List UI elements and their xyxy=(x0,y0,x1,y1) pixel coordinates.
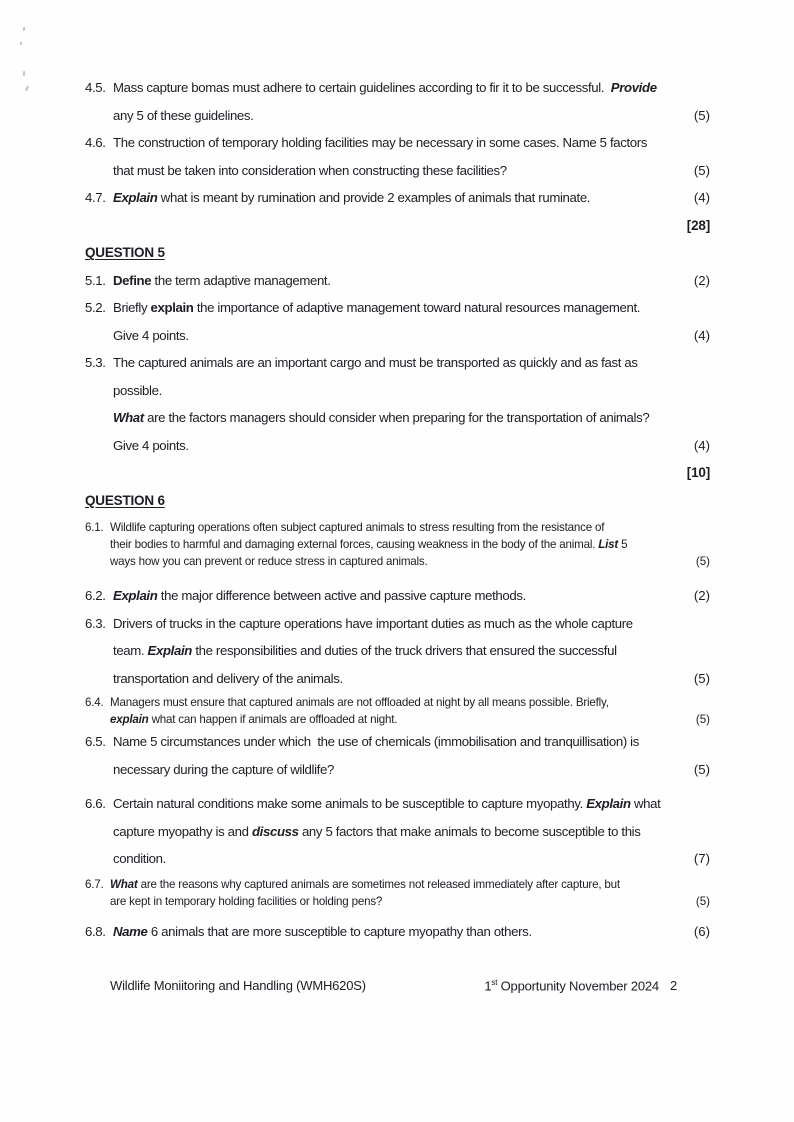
marks-value: (6) xyxy=(693,923,710,939)
footer-ordinal-suffix: st xyxy=(491,978,498,987)
scan-speck xyxy=(23,27,26,31)
question-line xyxy=(110,876,710,893)
question-text: are kept in temporary holding facilities or holding pens? xyxy=(110,894,383,908)
question-item-6.8 xyxy=(85,918,710,946)
question-text: necessary during the capture of wildlife? xyxy=(113,761,334,777)
question-line xyxy=(113,404,710,432)
question-line xyxy=(113,610,710,638)
question-text: capture myopathy is and discuss any 5 factors that make animals to become susceptible to this xyxy=(113,823,641,839)
page-number: 2 xyxy=(669,978,677,994)
question-text: Certain natural conditions make some animals to be susceptible to capture myopathy. Explain what xyxy=(113,796,661,811)
question-item-6.1 xyxy=(85,519,710,570)
marks-value: (4) xyxy=(693,190,710,205)
scan-speck xyxy=(20,42,23,45)
question-line xyxy=(113,349,710,377)
section-total-marks: [10] xyxy=(686,465,710,480)
question-line xyxy=(113,918,710,946)
marks-value: (5) xyxy=(695,555,710,568)
question-number: 5.3. xyxy=(85,355,106,370)
section-heading-text: QUESTION 5 xyxy=(85,245,165,260)
scan-speck xyxy=(23,71,25,76)
question-text: explain what can happen if animals are offloaded at night. xyxy=(110,713,398,726)
question-line xyxy=(113,377,710,405)
question-text: Explain the major difference between active and passive capture methods. xyxy=(113,588,526,603)
question-text: The captured animals are an important cargo and must be transported as quickly and as fast as xyxy=(113,355,638,370)
footer-opportunity-number: 1 xyxy=(484,978,492,994)
question-line xyxy=(110,553,710,570)
question-number: 5.1. xyxy=(85,272,106,288)
question-text: condition. xyxy=(113,851,166,866)
section-heading xyxy=(85,239,710,267)
question-text: possible. xyxy=(113,382,162,398)
question-item-5.2 xyxy=(85,294,710,349)
question-item-6.6 xyxy=(85,790,710,873)
question-line xyxy=(110,536,710,553)
question-text: that must be taken into consideration when constructing these facilities? xyxy=(113,162,507,178)
document-content xyxy=(85,74,710,945)
question-text: Drivers of trucks in the capture operations have important duties as much as the whole capture xyxy=(113,615,633,631)
footer-session-text: Opportunity November 2024 xyxy=(497,978,659,994)
question-number: 6.1. xyxy=(85,521,104,534)
question-number: 6.6. xyxy=(85,796,106,811)
question-number: 6.4. xyxy=(85,696,104,709)
question-line xyxy=(113,637,710,665)
question-line xyxy=(113,157,710,185)
question-item-4.5 xyxy=(85,74,710,129)
question-text: What are the reasons why captured animals are sometimes not released immediately after capture, but xyxy=(110,877,620,891)
question-text: Name 6 animals that are more susceptible to capture myopathy than others. xyxy=(113,923,532,939)
question-text: any 5 of these guidelines. xyxy=(113,107,254,123)
marks-value: (2) xyxy=(693,272,710,288)
question-text: The construction of temporary holding facilities may be necessary in some cases. Name 5 factors xyxy=(113,135,648,150)
question-text: team. Explain the responsibilities and duties of the truck drivers that ensured the successful xyxy=(113,643,617,658)
question-line xyxy=(113,74,710,102)
question-line xyxy=(113,129,710,157)
question-text: transportation and delivery of the animals. xyxy=(113,670,343,686)
question-number: 6.3. xyxy=(85,615,106,631)
question-line xyxy=(113,665,710,693)
question-text: ways how you can prevent or reduce stress in captured animals. xyxy=(110,555,428,568)
question-item-6.4 xyxy=(85,694,710,728)
question-text: their bodies to harmful and damaging external forces, causing weakness in the body of the animal. List 5 xyxy=(110,538,628,551)
marks-value: (4) xyxy=(693,327,710,343)
marks-value: (5) xyxy=(693,162,710,178)
scan-speck xyxy=(25,86,29,91)
question-line xyxy=(113,582,710,610)
question-line xyxy=(113,790,710,818)
question-text: What are the factors managers should consider when preparing for the transportation of animals? xyxy=(113,410,650,425)
marks-value: (2) xyxy=(693,588,710,603)
question-line xyxy=(110,893,710,910)
question-line xyxy=(113,102,710,130)
question-number: 5.2. xyxy=(85,300,106,315)
marks-value: (7) xyxy=(693,851,710,866)
question-item-5.3 xyxy=(85,349,710,459)
marks-value: (4) xyxy=(693,437,710,453)
question-text: Managers must ensure that captured animals are not offloaded at night by all means possible. Briefly, xyxy=(110,696,609,709)
question-number: 4.5. xyxy=(85,80,106,95)
question-number: 6.2. xyxy=(85,588,106,603)
page-footer xyxy=(85,974,710,995)
question-item-6.3 xyxy=(85,610,710,693)
question-item-4.6 xyxy=(85,129,710,184)
question-line xyxy=(113,322,710,350)
marks-value: (5) xyxy=(693,761,710,777)
question-item-6.7 xyxy=(85,876,710,910)
question-item-6.5 xyxy=(85,728,710,783)
question-number: 6.5. xyxy=(85,734,106,749)
question-line xyxy=(113,294,710,322)
section-heading-text: QUESTION 6 xyxy=(85,492,165,508)
question-number: 6.7. xyxy=(85,877,104,891)
question-line xyxy=(113,184,710,212)
question-line xyxy=(110,519,710,536)
footer-course-title: Wildlife Moniitoring and Handling (WMH620S) xyxy=(110,978,366,994)
question-text: Explain what is meant by rumination and provide 2 examples of animals that ruminate. xyxy=(113,190,591,205)
question-text: Give 4 points. xyxy=(113,437,189,453)
marks-value: (5) xyxy=(695,713,710,726)
question-number: 4.7. xyxy=(85,190,106,205)
question-line xyxy=(113,728,710,756)
question-text: Wildlife capturing operations often subject captured animals to stress resulting from the resistance of xyxy=(110,521,605,534)
question-text: Mass capture bomas must adhere to certain guidelines according to fir it to be successful. Provide xyxy=(113,80,657,95)
question-line xyxy=(113,267,710,295)
question-line xyxy=(113,432,710,460)
question-line xyxy=(113,818,710,846)
question-line xyxy=(113,756,710,784)
question-line xyxy=(110,694,710,711)
question-item-4.7 xyxy=(85,184,710,212)
question-text: Name 5 circumstances under which the use of chemicals (immobilisation and tranquillisation) is xyxy=(113,734,639,749)
question-line xyxy=(110,711,710,728)
footer-exam-session xyxy=(484,974,677,995)
question-text: Define the term adaptive management. xyxy=(113,272,331,288)
question-item-6.2 xyxy=(85,582,710,610)
question-line xyxy=(113,845,710,873)
question-number: 4.6. xyxy=(85,135,106,150)
question-item-5.1 xyxy=(85,267,710,295)
question-text: Briefly explain the importance of adaptive management toward natural resources management. xyxy=(113,300,641,315)
section-heading xyxy=(85,487,710,515)
marks-value: (5) xyxy=(693,107,710,123)
marks-value: (5) xyxy=(695,894,710,908)
question-text: Give 4 points. xyxy=(113,327,189,343)
section-total-marks: [28] xyxy=(686,217,710,233)
question-number: 6.8. xyxy=(85,923,106,939)
marks-value: (5) xyxy=(693,670,710,686)
